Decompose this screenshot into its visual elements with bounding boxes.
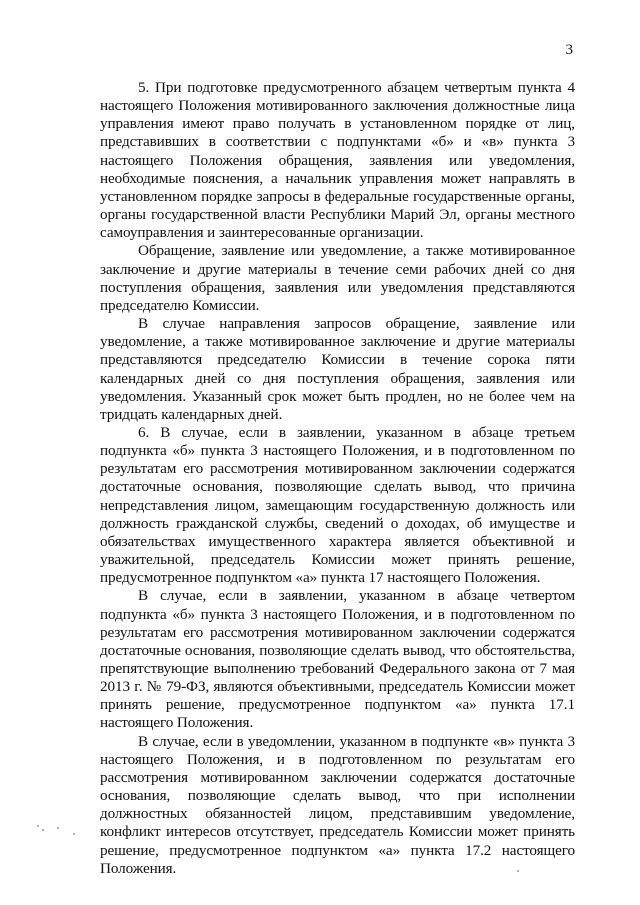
paragraph-6-conflict-of-interest: В случае, если в уведомлении, указанном в подпункте «в» пункта 3 настоящего Положения, и в подготовленном по результатам его рассмотрения мотивированном заключении содержатся достаточные основания, позволяющие сделать вывод, что при исполнении должностных обязанностей лицом, представившим уведомление, конфликт интересов отсутствует, председатель Комиссии может принять решение, предусмотренное подпунктом «а» пункта 17.2 настоящего Положения. <box>100 732 575 877</box>
scan-speck <box>73 833 75 835</box>
scan-speck <box>57 827 59 829</box>
page-number: 3 <box>565 42 573 58</box>
paragraph-5-materials: Обращение, заявление или уведомление, а также мотивированное заключение и другие материалы в течение семи рабочих дней со дня поступления обращения, заявления или уведомления представляются председателю Комиссии. <box>100 242 575 314</box>
document-body <box>100 79 575 878</box>
paragraph-5: 5. При подготовке предусмотренного абзацем четвертым пункта 4 настоящего Положения мотивированного заключения должностные лица управления имеют право получать в установленном порядке от лиц, представивших в соответствии с подпунктами «б» и «в» пункта 3 настоящего Положения обращения, заявления или уведомления, необходимые пояснения, а начальник управления может направлять в установленном порядке запросы в федеральные государственные органы, органы государственной власти Республики Марий Эл, органы местного самоуправления и заинтересованные организации. <box>100 79 575 242</box>
scan-speck <box>517 870 519 872</box>
scan-speck <box>37 825 39 827</box>
paragraph-6: 6. В случае, если в заявлении, указанном в абзаце третьем подпункта «б» пункта 3 настоящего Положения, и в подготовленном по результатам его рассмотрения мотивированном заключении содержатся достаточные основания, позволяющие сделать вывод, что причина непредставления лицом, замещающим государственную должность или должность гражданской службы, сведений о доходах, об имуществе и обязательствах имущественного характера является объективной и уважительной, председатель Комиссии может принять решение, предусмотренное подпунктом «а» пункта 17 настоящего Положения. <box>100 423 575 587</box>
paragraph-6-objective-circumstances: В случае, если в заявлении, указанном в абзаце четвертом подпункта «б» пункта 3 настоящего Положения, и в подготовленном по результатам его рассмотрения мотивированном заключении содержатся достаточные основания, позволяющие сделать вывод, что обстоятельства, препятствующие выполнению требований Федерального закона от 7 мая 2013 г. № 79-ФЗ, являются объективными, председатель Комиссии может принять решение, предусмотренное подпунктом «а» пункта 17.1 настоящего Положения. <box>100 587 575 732</box>
scan-speck <box>42 829 44 831</box>
paragraph-5-requests: В случае направления запросов обращение, заявление или уведомление, а также мотивированное заключение и другие материалы представляются председателю Комиссии в течение сорока пяти календарных дней со дня поступления обращения, заявления или уведомления. Указанный срок может быть продлен, но не более чем на тридцать календарных дней. <box>100 315 575 423</box>
